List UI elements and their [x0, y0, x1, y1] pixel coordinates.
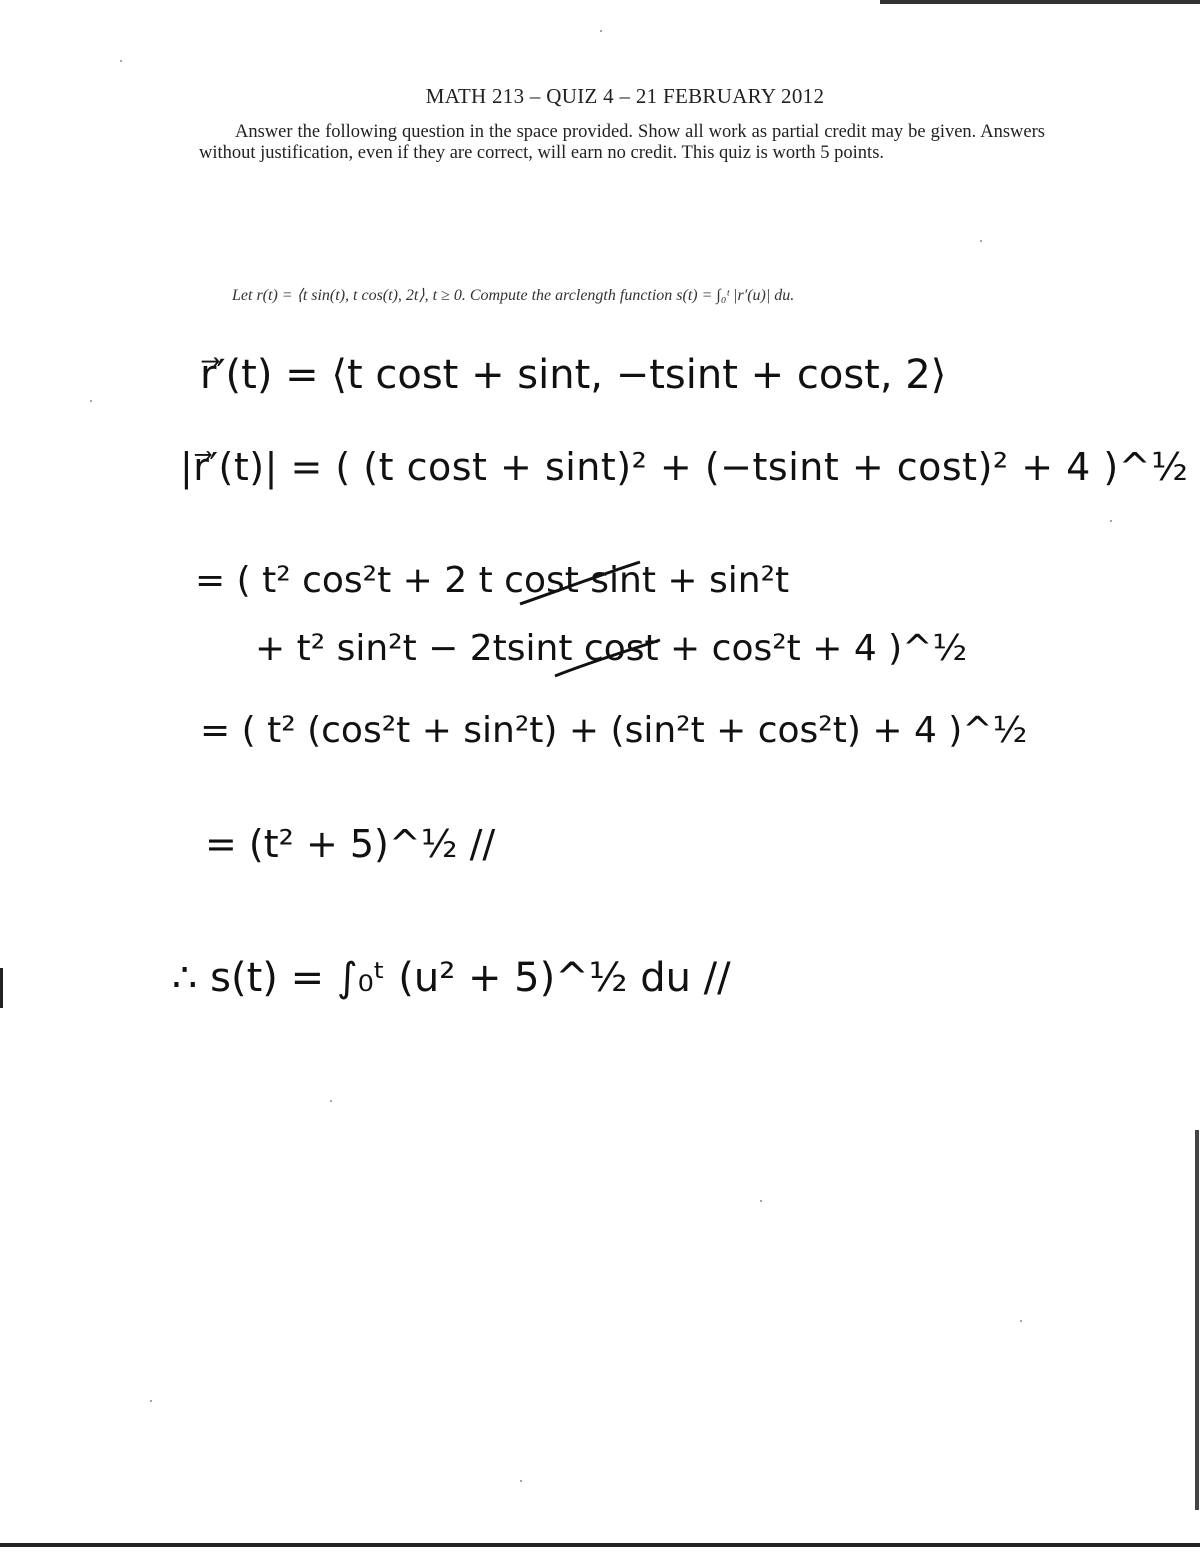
problem-statement: Let r(t) = ⟨t sin(t), t cos(t), 2t⟩, t ≥ 0. Compute the arclength function s(t) = ∫₀ᵗ |r′(u)| du. [232, 287, 795, 304]
quiz-title: MATH 213 – QUIZ 4 – 21 FEBRUARY 2012 [425, 84, 825, 108]
scan-edge-top [880, 0, 1200, 4]
scan-edge-right [1195, 1130, 1199, 1510]
handwritten-expansion-line-1: = ( t² cos²t + 2 t cost sint + sin²t [195, 560, 790, 601]
handwritten-arclength-answer: ∴ s(t) = ∫₀ᵗ (u² + 5)^½ du // [172, 955, 731, 1001]
handwritten-magnitude: |r⃗′(t)| = ( (t cost + sint)² + (−tsint + cost)² + 4 )^½ [180, 445, 1189, 489]
handwritten-derivative: r⃗′(t) = ⟨t cost + sint, −tsint + cost, 2⟩ [200, 352, 947, 398]
handwritten-expansion-line-2: + t² sin²t − 2tsint cost + cos²t + 4 )^½ [255, 628, 968, 669]
scan-edge-bottom [0, 1543, 1200, 1547]
quiz-instructions: Answer the following question in the space provided. Show all work as partial credit may be given. Answers without justification, even if they are correct, will earn no credit. This quiz is worth 5 points. [199, 122, 1045, 163]
scan-edge-left [0, 968, 3, 1008]
handwritten-result: = (t² + 5)^½ // [205, 822, 496, 866]
handwritten-simplification: = ( t² (cos²t + sin²t) + (sin²t + cos²t) + 4 )^½ [200, 710, 1028, 751]
